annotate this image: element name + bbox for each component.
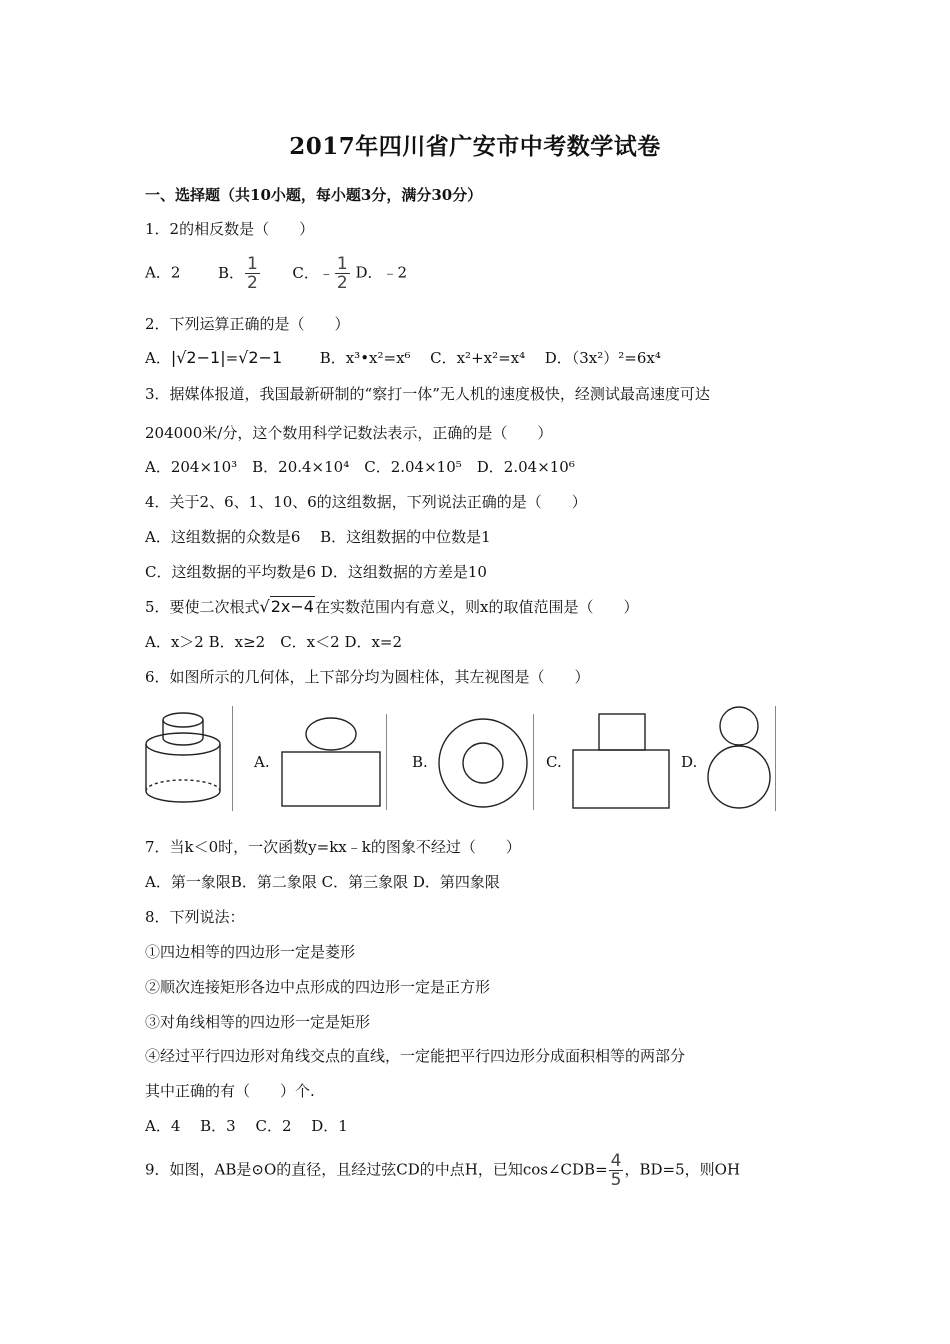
q7-stem: 7．当k＜0时，一次函数y=kx﹣k的图象不经过（ ） xyxy=(145,838,521,856)
q8-ask: 其中正确的有（ ）个. xyxy=(145,1082,315,1100)
option-d-figure xyxy=(700,704,780,814)
option-a-figure xyxy=(276,710,386,810)
q8-statement-3: ③对角线相等的四边形一定是矩形 xyxy=(145,1013,371,1031)
q1-option-c: C．﹣ $\frac{1}{2}$ xyxy=(292,254,348,293)
q2-option-a-left: |√2−1| xyxy=(170,348,226,367)
q2-option-a-right: √2−1 xyxy=(238,348,283,367)
q4-stem: 4．关于2、6、1、10、6的这组数据，下列说法正确的是（ ） xyxy=(145,493,587,511)
q5-options: A．x＞2 B．x≥2 C．x＜2 D．x=2 xyxy=(145,633,403,651)
q4-options-ab: A．这组数据的众数是6 B．这组数据的中位数是1 xyxy=(145,528,491,546)
q6-label-a: A. xyxy=(254,753,270,771)
q5-radical: √2x−4 xyxy=(259,597,314,616)
figure-divider xyxy=(775,706,776,811)
page-title: 2017年四川省广安市中考数学试卷 xyxy=(289,133,661,160)
q3-stem-line2: 204000米/分，这个数用科学记数法表示，正确的是（ ） xyxy=(145,424,553,442)
q1-option-b: B． $\frac{1}{2}$ xyxy=(217,254,258,293)
option-c-figure xyxy=(570,712,675,812)
cylinder-solid-figure xyxy=(140,706,230,811)
q2-option-b: B．x³•x²=x⁶ xyxy=(319,349,411,367)
q6-stem: 6．如图所示的几何体，上下部分均为圆柱体，其左视图是（ ） xyxy=(145,668,590,686)
q8-statement-4: ④经过平行四边形对角线交点的直线，一定能把平行四边形分成面积相等的两部分 xyxy=(145,1047,686,1065)
q2-options: A．|√2−1|=√2−1 B．x³•x²=x⁶ C．x²+x²=x⁴ D．（3x²）²=6x⁴ xyxy=(145,348,661,367)
figure-divider xyxy=(533,714,534,810)
q9-stem: 9．如图，AB是⊙O的直径，且经过弦CD的中点H，已知cos∠CDB= $\frac{4}{5}$ ，BD=5，则OH xyxy=(145,1151,741,1190)
q5-stem: 5．要使二次根式√2x−4在实数范围内有意义，则x的取值范围是（ ） xyxy=(145,597,639,616)
q1-options xyxy=(145,255,407,292)
q6-label-b: B. xyxy=(412,753,428,771)
q6-label-d: D. xyxy=(681,753,698,771)
q1-option-a: A．2 xyxy=(145,263,181,282)
q3-options: A．204×10³ B．20.4×10⁴ C．2.04×10⁵ D．2.04×10⁶ xyxy=(145,458,575,476)
q3-stem-line1: 3．据媒体报道，我国最新研制的“察打一体”无人机的速度极快，经测试最高速度可达 xyxy=(145,385,710,403)
q2-option-c: C．x²+x²=x⁴ xyxy=(430,349,526,367)
section-heading: 一、选择题（共10小题，每小题3分，满分30分） xyxy=(145,186,483,204)
q8-stem: 8．下列说法： xyxy=(145,908,245,926)
q8-statement-1: ①四边相等的四边形一定是菱形 xyxy=(145,943,356,961)
q2-stem: 2．下列运算正确的是（ ） xyxy=(145,315,350,333)
q8-options: A．4 B．3 C．2 D．1 xyxy=(145,1117,348,1135)
q1-option-d: D．﹣2 xyxy=(355,263,408,282)
figure-divider xyxy=(386,714,387,810)
q7-options: A．第一象限B．第二象限 C．第三象限 D．第四象限 xyxy=(145,873,500,891)
option-b-figure xyxy=(434,714,534,814)
q6-label-c: C. xyxy=(546,753,562,771)
q2-option-d: D．（3x²）²=6x⁴ xyxy=(544,349,661,367)
figure-divider xyxy=(232,706,233,811)
q4-options-cd: C．这组数据的平均数是6 D．这组数据的方差是10 xyxy=(145,563,487,581)
q8-statement-2: ②顺次连接矩形各边中点形成的四边形一定是正方形 xyxy=(145,978,491,996)
q1-stem: 1．2的相反数是（ ） xyxy=(145,220,315,238)
